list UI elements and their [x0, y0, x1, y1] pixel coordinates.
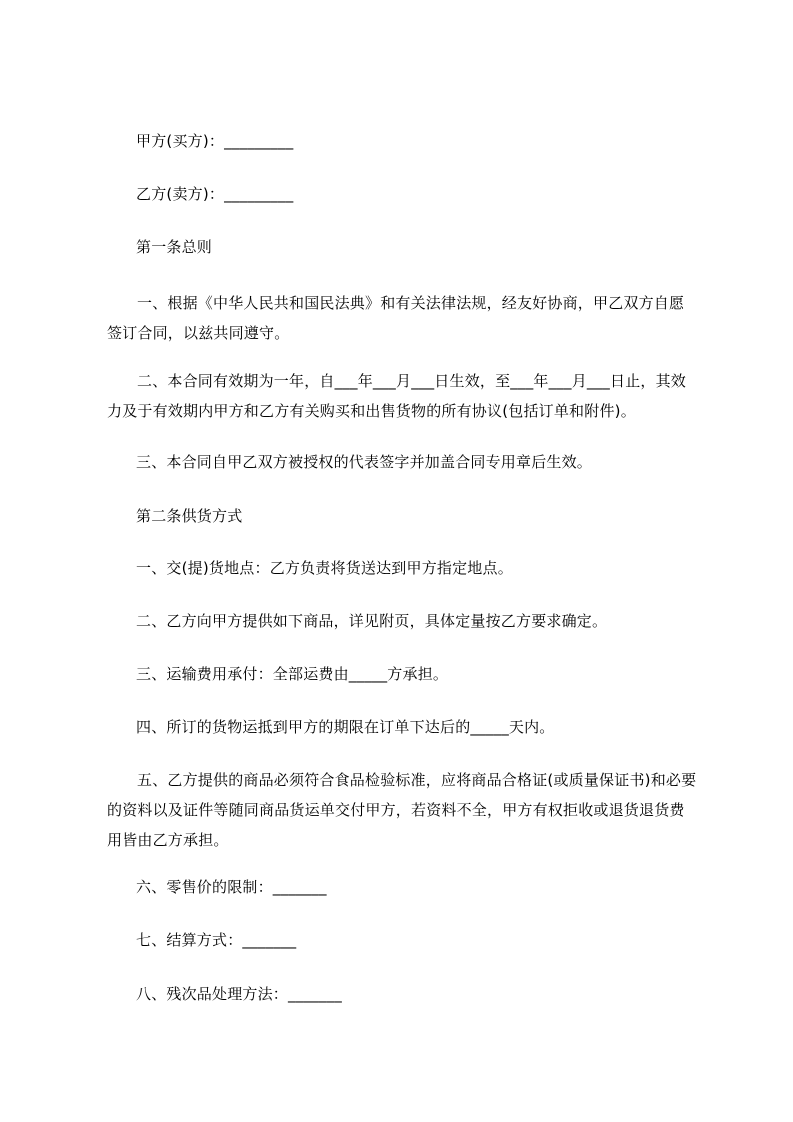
article-1-clause-1-text: 一、根据《中华人民共和国民法典》和有关法律法规，经友好协商，甲乙双方自愿签订合同，以兹共同遵守。	[107, 294, 685, 342]
article-2-title: 第二条供货方式	[136, 507, 243, 525]
party-b-line: 乙方(卖方)：_________	[136, 185, 294, 203]
article-2-clause-5	[107, 765, 697, 855]
article-2-clause-3: 三、运输费用承付：全部运费由_____方承担。	[136, 665, 449, 683]
party-a-line: 甲方(买方)：_________	[136, 132, 294, 150]
article-2-clause-5-text: 五、乙方提供的商品必须符合食品检验标准，应将商品合格证(或质量保证书)和必要的资料以及证件等随同商品货运单交付甲方，若资料不全，甲方有权拒收或退货退货费用皆由乙方承担。	[107, 771, 697, 849]
article-2-clause-4: 四、所订的货物运抵到甲方的期限在订单下达后的_____天内。	[136, 718, 555, 736]
article-2-clause-6: 六、零售价的限制：_______	[136, 878, 327, 896]
article-1-clause-2	[107, 366, 697, 426]
article-2-clause-2: 二、乙方向甲方提供如下商品，详见附页，具体定量按乙方要求确定。	[136, 612, 608, 630]
article-2-clause-8: 八、残次品处理方法：_______	[136, 985, 342, 1003]
article-1-clause-3: 三、本合同自甲乙双方被授权的代表签字并加盖合同专用章后生效。	[136, 453, 593, 471]
article-1-title: 第一条总则	[136, 238, 213, 256]
article-1-clause-1	[107, 288, 697, 348]
article-1-clause-2-text: 二、本合同有效期为一年，自___年___月___日生效，至___年___月___日止，其效力及于有效期内甲方和乙方有关购买和出售货物的所有协议(包括订单和附件)。	[107, 372, 687, 420]
article-2-clause-7: 七、结算方式：_______	[136, 931, 297, 949]
article-2-clause-1: 一、交(提)货地点：乙方负责将货送达到甲方指定地点。	[136, 559, 513, 577]
